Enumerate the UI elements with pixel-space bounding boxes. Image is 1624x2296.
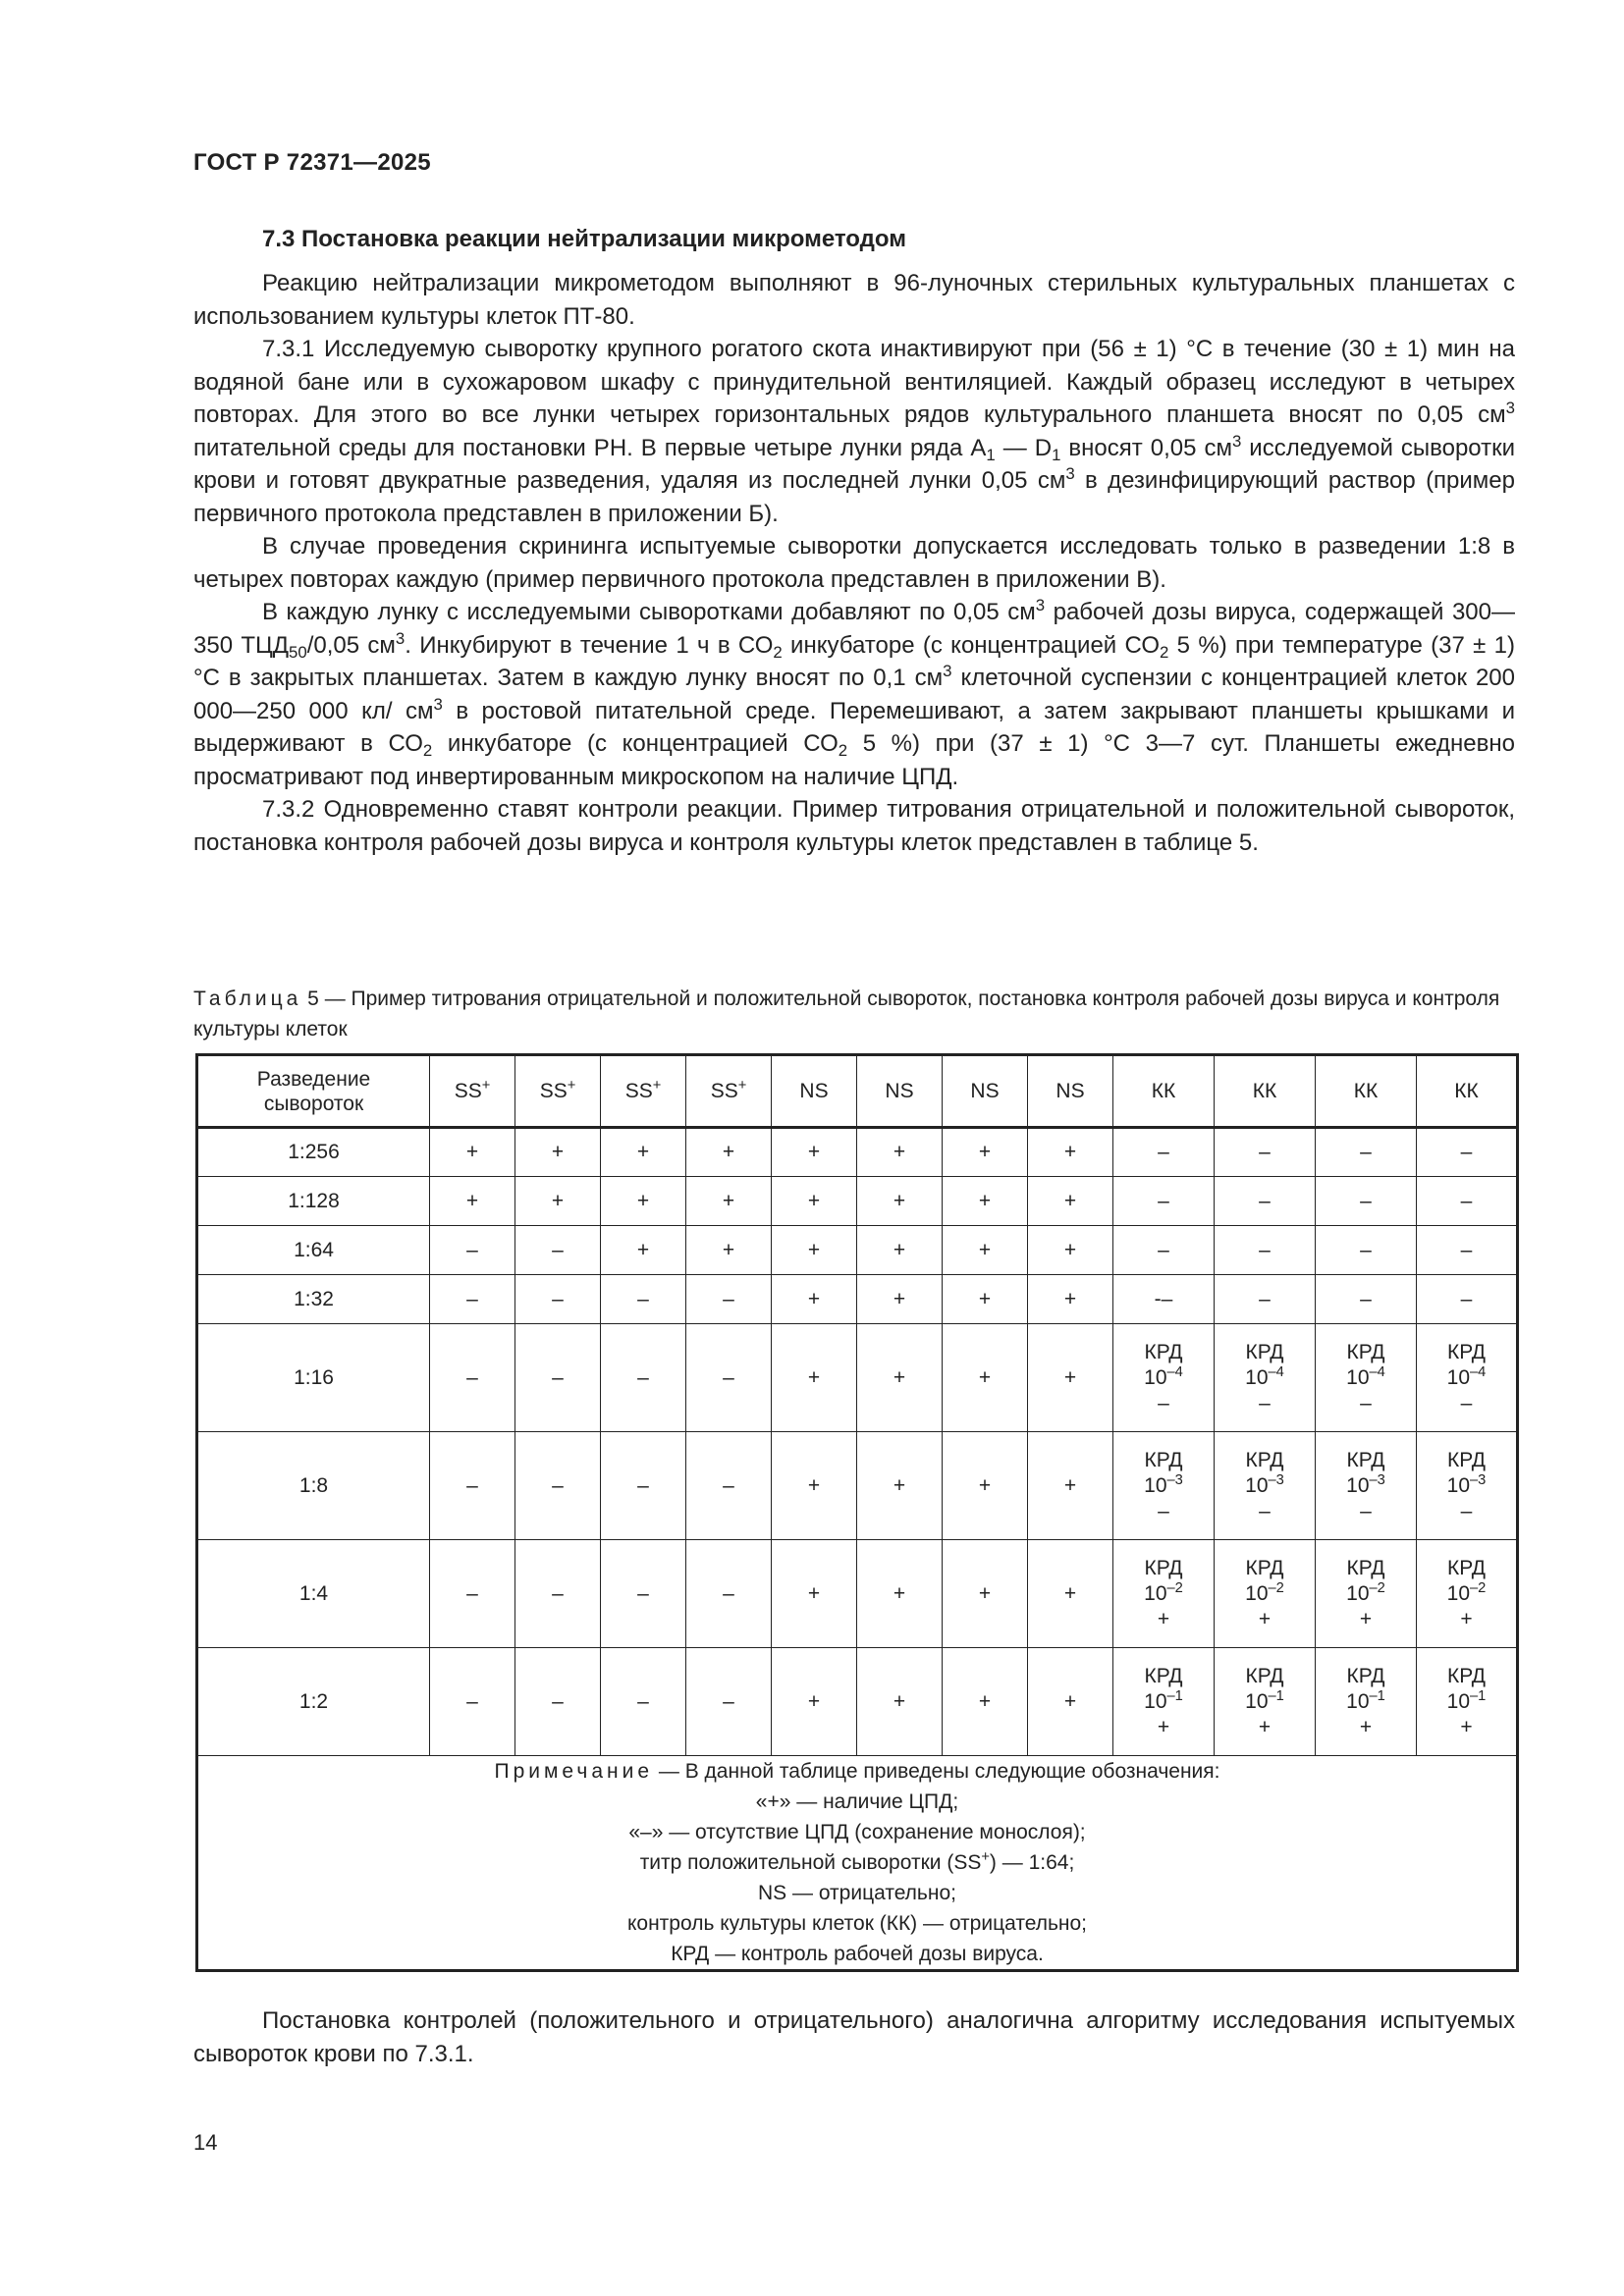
- krd-cell: КРД $10^{-4}$ –: [1417, 1324, 1518, 1432]
- ns-cell: +: [943, 1432, 1028, 1540]
- krd-cell: КРД $10^{-1}$ +: [1113, 1648, 1215, 1756]
- ss-cell: –: [686, 1432, 772, 1540]
- ss-cell: –: [515, 1540, 601, 1648]
- dilution-cell: 1:128: [197, 1177, 430, 1226]
- ss-cell: –: [515, 1324, 601, 1432]
- table-row: [197, 1275, 1518, 1324]
- kk-cell: –: [1417, 1128, 1518, 1177]
- ss-cell: –: [686, 1648, 772, 1756]
- kk-cell: –: [1316, 1177, 1417, 1226]
- ss-cell: +: [430, 1128, 515, 1177]
- krd-cell: КРД $10^{-3}$ –: [1316, 1432, 1417, 1540]
- ns-cell: +: [772, 1275, 857, 1324]
- kk-cell: –: [1215, 1275, 1316, 1324]
- page-number: 14: [193, 2130, 218, 2155]
- krd-cell: КРД $10^{-1}$ +: [1417, 1648, 1518, 1756]
- table-caption: Таблица 5 — Пример титрования отрицательной и положительной сывороток, постановка контроля рабочей дозы вируса и контроля культуры клеток: [193, 988, 1500, 1041]
- kk-cell: –: [1417, 1177, 1518, 1226]
- note-label: Примечание: [494, 1760, 654, 1783]
- table-row: [197, 1226, 1518, 1275]
- krd-cell: КРД $10^{-3}$ –: [1417, 1432, 1518, 1540]
- ns-cell: +: [772, 1540, 857, 1648]
- header-kk: КК: [1113, 1055, 1215, 1128]
- kk-cell: –: [1316, 1128, 1417, 1177]
- ss-cell: +: [430, 1177, 515, 1226]
- kk-cell: –: [1417, 1275, 1518, 1324]
- ns-cell: +: [943, 1540, 1028, 1648]
- ns-cell: +: [943, 1128, 1028, 1177]
- table-row: [197, 1432, 1518, 1540]
- dilution-cell: 1:2: [197, 1648, 430, 1756]
- ss-cell: +: [601, 1226, 686, 1275]
- header-ss: SS+: [515, 1055, 601, 1128]
- ns-cell: +: [943, 1324, 1028, 1432]
- ns-cell: +: [857, 1275, 943, 1324]
- ns-cell: +: [1028, 1648, 1113, 1756]
- krd-cell: КРД $10^{-4}$ –: [1215, 1324, 1316, 1432]
- ns-cell: +: [943, 1275, 1028, 1324]
- ns-cell: +: [1028, 1275, 1113, 1324]
- table-note: Примечание — В данной таблице приведены следующие обозначения: «+» — наличие ЦПД; «–» — отсутствие ЦПД (сохранение монослоя); титр положительной сыворотки (SS+) — 1:64; NS — отрицательно; контроль культуры клеток (КК) — отрицательно; КРД — контроль рабочей дозы вируса.: [197, 1756, 1518, 1971]
- note-line: NS — отрицательно;: [757, 1882, 956, 1904]
- kk-cell: -–: [1113, 1275, 1215, 1324]
- ns-cell: +: [1028, 1432, 1113, 1540]
- closing-paragraph: Постановка контролей (положительного и отрицательного) аналогична алгоритму исследования испытуемых сывороток крови по 7.3.1.: [193, 2007, 1515, 2067]
- ss-cell: –: [601, 1324, 686, 1432]
- dilution-cell: 1:256: [197, 1128, 430, 1177]
- ss-cell: –: [430, 1432, 515, 1540]
- ns-cell: +: [772, 1648, 857, 1756]
- header-ss: SS+: [601, 1055, 686, 1128]
- paragraph-7-3-2: 7.3.2 Одновременно ставят контроли реакции. Пример титрования отрицательной и положительной сывороток, постановка контроля рабочей дозы вируса и контроля культуры клеток представлен в таблице 5.: [193, 796, 1515, 856]
- ss-cell: +: [515, 1177, 601, 1226]
- dilution-cell: 1:64: [197, 1226, 430, 1275]
- krd-cell: КРД $10^{-4}$ –: [1113, 1324, 1215, 1432]
- kk-cell: –: [1215, 1177, 1316, 1226]
- note-line: «+» — наличие ЦПД;: [755, 1790, 959, 1813]
- header-ns: NS: [772, 1055, 857, 1128]
- ss-cell: –: [601, 1432, 686, 1540]
- dilution-cell: 1:16: [197, 1324, 430, 1432]
- ss-cell: –: [686, 1540, 772, 1648]
- header-ss: SS+: [686, 1055, 772, 1128]
- kk-cell: –: [1215, 1128, 1316, 1177]
- ns-cell: +: [1028, 1128, 1113, 1177]
- krd-cell: КРД $10^{-1}$ +: [1215, 1648, 1316, 1756]
- table-header-row: [197, 1055, 1518, 1128]
- ns-cell: +: [1028, 1540, 1113, 1648]
- header-dilution: Разведение сывороток: [197, 1055, 430, 1128]
- ns-cell: +: [943, 1648, 1028, 1756]
- ss-cell: –: [430, 1226, 515, 1275]
- ss-cell: +: [515, 1128, 601, 1177]
- krd-cell: КРД $10^{-3}$ –: [1215, 1432, 1316, 1540]
- krd-cell: КРД $10^{-4}$ –: [1316, 1324, 1417, 1432]
- header-ns: NS: [943, 1055, 1028, 1128]
- ns-cell: +: [857, 1177, 943, 1226]
- table-row: [197, 1648, 1518, 1756]
- dilution-cell: 1:32: [197, 1275, 430, 1324]
- kk-cell: –: [1316, 1226, 1417, 1275]
- kk-cell: –: [1215, 1226, 1316, 1275]
- kk-cell: –: [1316, 1275, 1417, 1324]
- table-row: [197, 1540, 1518, 1648]
- krd-cell: КРД $10^{-2}$ +: [1316, 1540, 1417, 1648]
- krd-cell: КРД $10^{-2}$ +: [1417, 1540, 1518, 1648]
- ns-cell: +: [857, 1648, 943, 1756]
- krd-cell: КРД $10^{-3}$ –: [1113, 1432, 1215, 1540]
- note-line: КРД — контроль рабочей дозы вируса.: [671, 1943, 1044, 1965]
- ss-cell: –: [430, 1648, 515, 1756]
- ns-cell: +: [772, 1177, 857, 1226]
- ss-cell: –: [430, 1275, 515, 1324]
- ss-cell: +: [686, 1226, 772, 1275]
- ns-cell: +: [772, 1226, 857, 1275]
- ss-cell: –: [430, 1540, 515, 1648]
- paragraph-7-3-1: 7.3.1 Исследуемую сыворотку крупного рогатого скота инактивируют при (56 ± 1) °С в течение (30 ± 1) мин на водяной бане или в сухожаровом шкафу с принудительной вентиляцией. Каждый образец исследуют в четырех повторах. Для этого во все лунки четырех горизонтальных рядов культурального планшета вносят по 0,05 $см^3$ питательной среды для постановки РН. В первые четыре лунки ряда $А_1$ — $D_1$ вносят 0,05 $см^3$ исследуемой сыворотки крови и готовят двукратные разведения, удаляя из последней лунки 0,05 $см^3$ в дезинфицирующий раствор (пример первичного протокола представлен в приложении Б).: [193, 336, 1516, 527]
- kk-cell: –: [1113, 1226, 1215, 1275]
- note-line: «–» — отсутствие ЦПД (сохранение монослоя);: [628, 1821, 1086, 1843]
- ss-cell: +: [601, 1128, 686, 1177]
- ns-cell: +: [1028, 1226, 1113, 1275]
- note-line: контроль культуры клеток (КК) — отрицательно;: [626, 1912, 1087, 1935]
- table-row: [197, 1324, 1518, 1432]
- table-note-row: [197, 1756, 1518, 1971]
- ns-cell: +: [857, 1128, 943, 1177]
- paragraph-screening: В случае проведения скрининга испытуемые сыворотки допускается исследовать только в разведении 1:8 в четырех повторах каждую (пример первичного протокола представлен в приложении В).: [193, 533, 1515, 593]
- ss-cell: –: [515, 1275, 601, 1324]
- ss-cell: –: [515, 1432, 601, 1540]
- header-kk: КК: [1215, 1055, 1316, 1128]
- ss-cell: –: [686, 1324, 772, 1432]
- kk-cell: –: [1417, 1226, 1518, 1275]
- header-kk: КК: [1417, 1055, 1518, 1128]
- ss-cell: +: [686, 1177, 772, 1226]
- paragraph-1: Реакцию нейтрализации микрометодом выполняют в 96-луночных стерильных культуральных планшетах с использованием культуры клеток ПТ-80.: [193, 270, 1515, 330]
- ns-cell: +: [772, 1324, 857, 1432]
- section-body: [193, 267, 1515, 859]
- ss-cell: –: [515, 1226, 601, 1275]
- table-row: [197, 1128, 1518, 1177]
- ss-cell: –: [601, 1648, 686, 1756]
- note-line: титр положительной сыворотки (SS+) — 1:64;: [639, 1848, 1075, 1874]
- ns-cell: +: [857, 1540, 943, 1648]
- ss-cell: –: [686, 1275, 772, 1324]
- document-header: ГОСТ Р 72371—2025: [193, 149, 431, 176]
- titration-table: [195, 1053, 1519, 1972]
- ns-cell: +: [1028, 1324, 1113, 1432]
- ns-cell: +: [1028, 1177, 1113, 1226]
- paragraph-virus-dose: В каждую лунку с исследуемыми сыворотками добавляют по 0,05 $см^3$ рабочей дозы вируса, содержащей 300—350 $ТЦД_{50}/0,05$ $см^3$. Инкубируют в течение 1 ч в $СО_2$ инкубаторе (с концентрацией $СО_2$ 5 %) при температуре (37 ± 1) °С в закрытых планшетах. Затем в каждую лунку вносят по 0,1 $см^3$ клеточной суспензии с концентрацией клеток 200 000—250 000 кл/ $см^3$ в ростовой питательной среде. Перемешивают, а затем закрывают планшеты крышками и выдерживают в $СО_2$ инкубаторе (с концентрацией $СО_2$ 5 %) при (37 ± 1) °С 3—7 сут. Планшеты ежедневно просматривают под инвертированным микроскопом на наличие ЦПД.: [193, 595, 1516, 790]
- ss-cell: +: [601, 1177, 686, 1226]
- ns-cell: +: [857, 1432, 943, 1540]
- kk-cell: –: [1113, 1128, 1215, 1177]
- section-title: 7.3 Постановка реакции нейтрализации микрометодом: [262, 226, 906, 252]
- krd-cell: КРД $10^{-2}$ +: [1215, 1540, 1316, 1648]
- ss-cell: –: [601, 1540, 686, 1648]
- ns-cell: +: [857, 1226, 943, 1275]
- ns-cell: +: [943, 1177, 1028, 1226]
- ns-cell: +: [772, 1432, 857, 1540]
- header-ss: SS+: [430, 1055, 515, 1128]
- ss-cell: +: [686, 1128, 772, 1177]
- dilution-cell: 1:8: [197, 1432, 430, 1540]
- krd-cell: КРД $10^{-2}$ +: [1113, 1540, 1215, 1648]
- ns-cell: +: [772, 1128, 857, 1177]
- header-ns: NS: [857, 1055, 943, 1128]
- ns-cell: +: [943, 1226, 1028, 1275]
- ns-cell: +: [857, 1324, 943, 1432]
- kk-cell: –: [1113, 1177, 1215, 1226]
- krd-cell: КРД $10^{-1}$ +: [1316, 1648, 1417, 1756]
- ss-cell: –: [601, 1275, 686, 1324]
- ss-cell: –: [515, 1648, 601, 1756]
- table-row: [197, 1177, 1518, 1226]
- header-kk: КК: [1316, 1055, 1417, 1128]
- header-ns: NS: [1028, 1055, 1113, 1128]
- dilution-cell: 1:4: [197, 1540, 430, 1648]
- ss-cell: –: [430, 1324, 515, 1432]
